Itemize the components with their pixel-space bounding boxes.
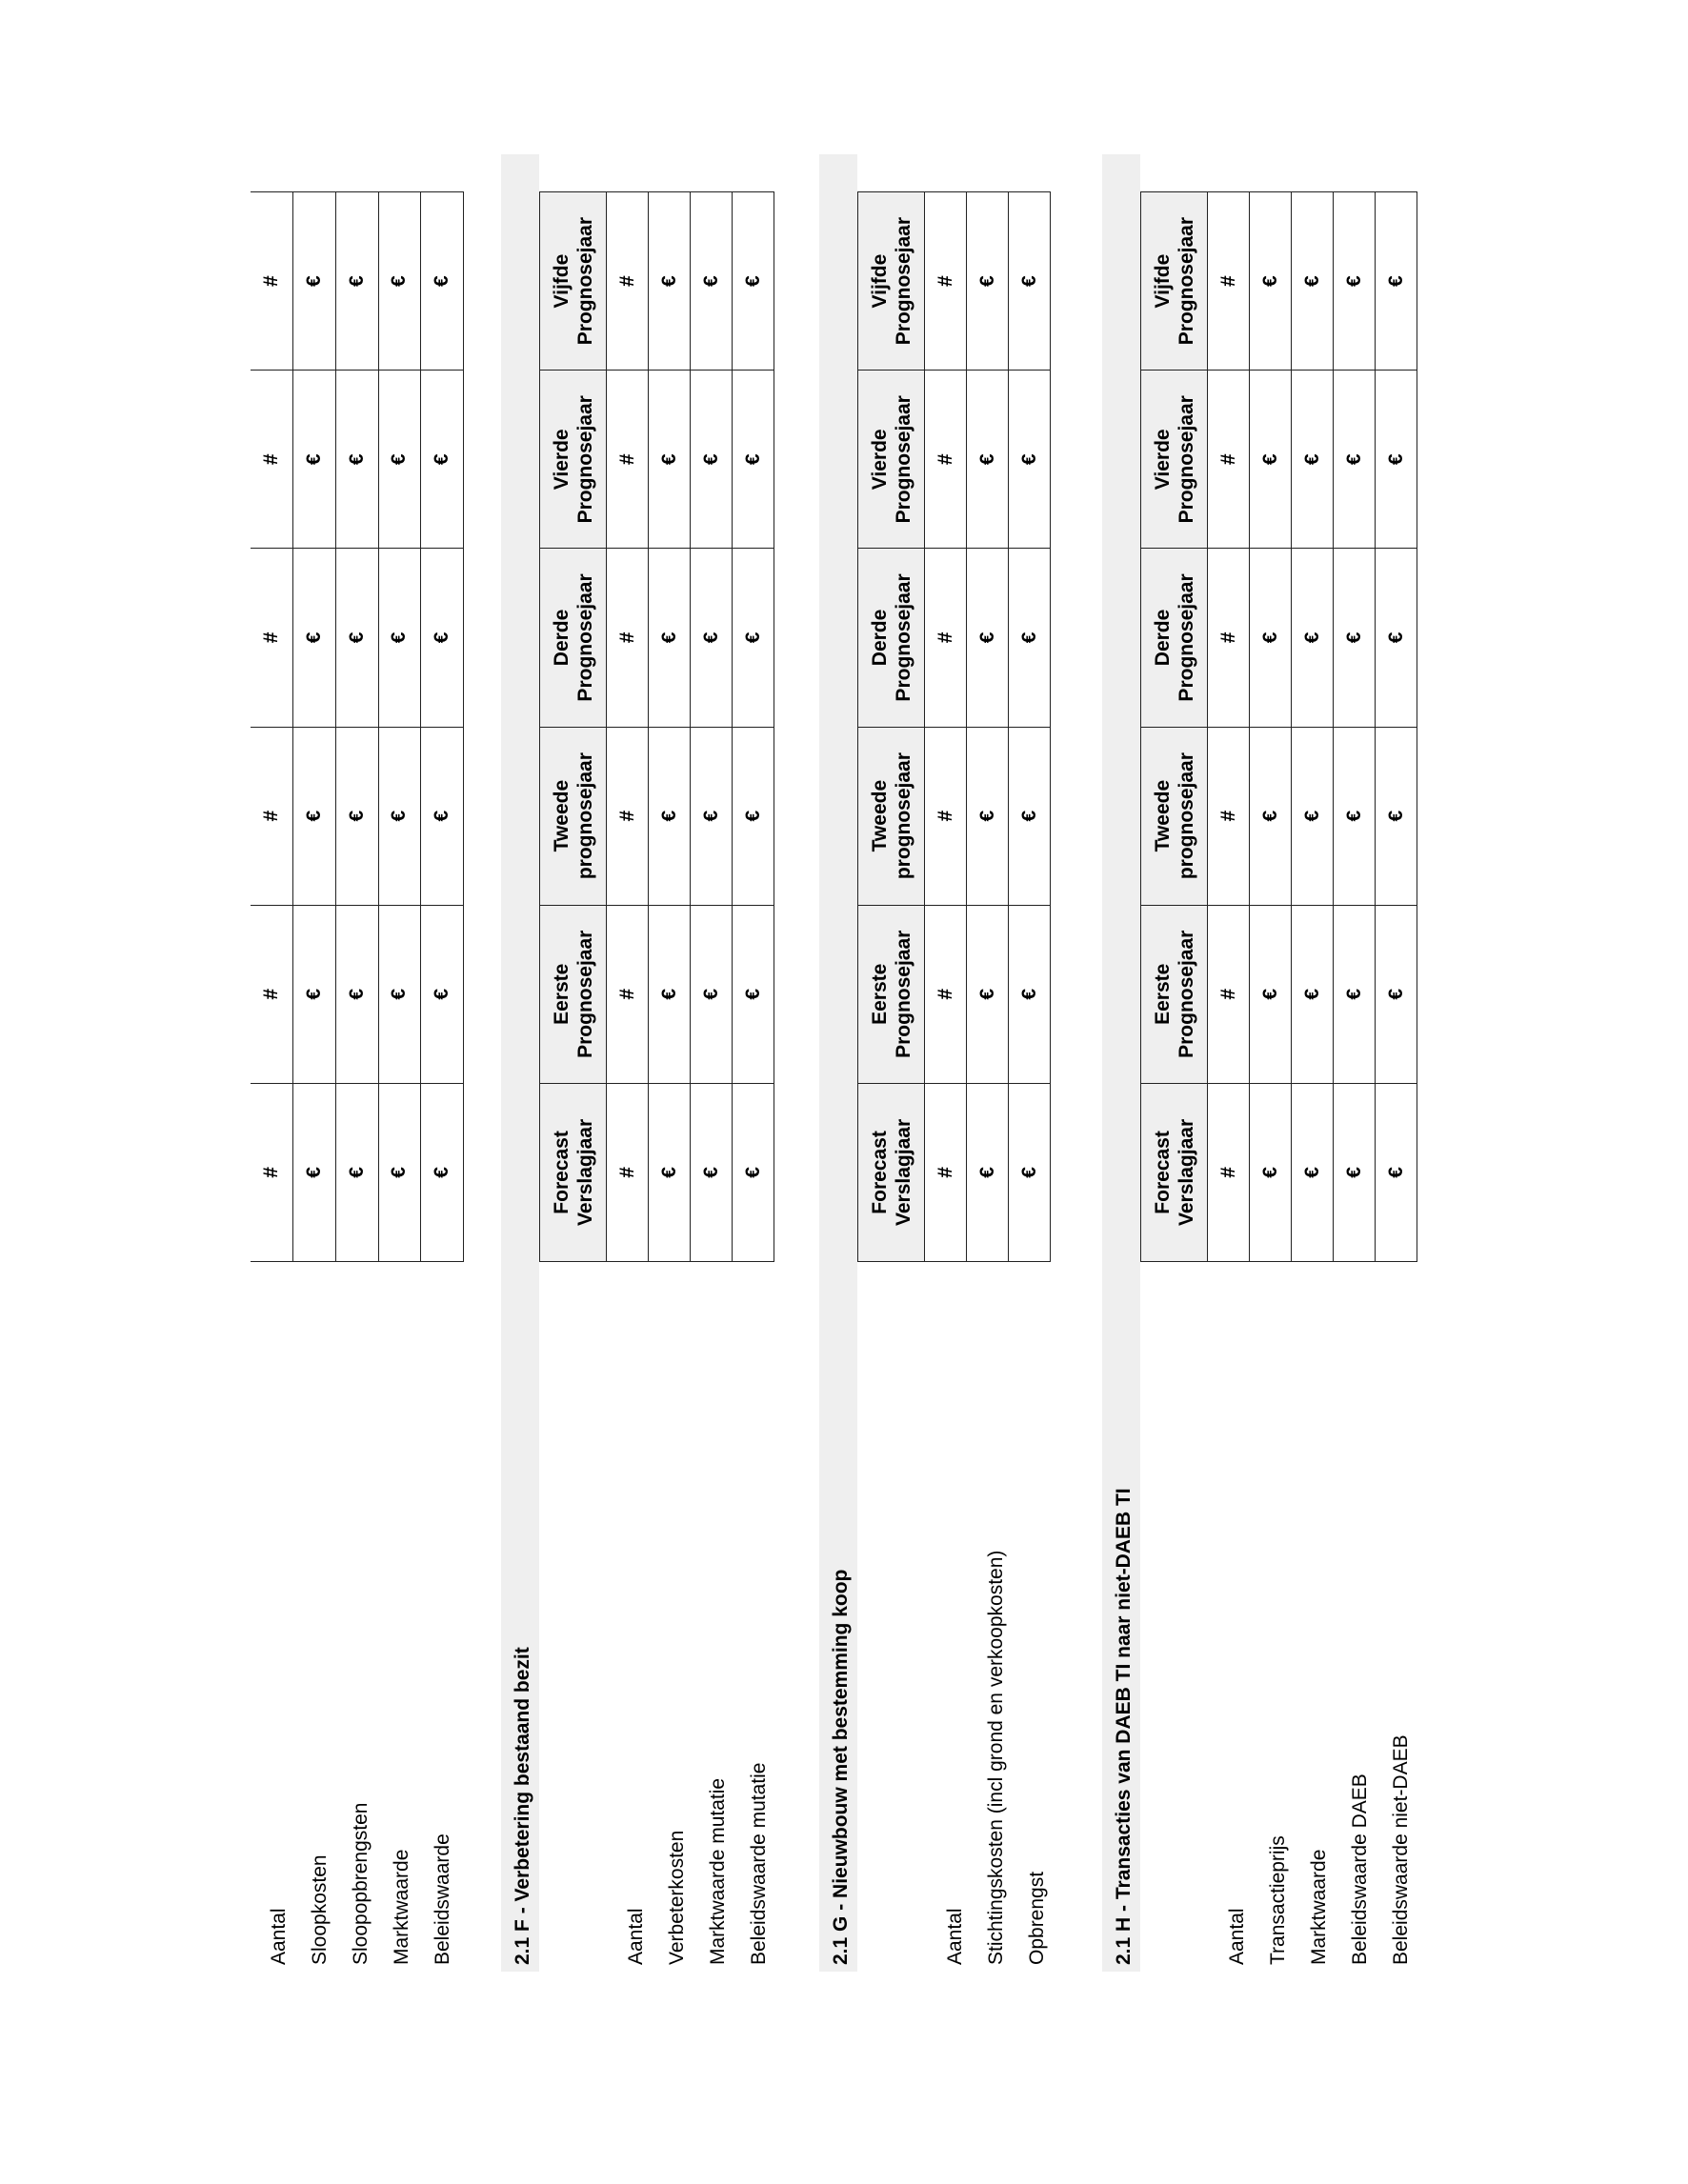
column-header: Vierde Prognosejaar (1141, 371, 1208, 549)
table-cell[interactable]: € (335, 371, 378, 549)
table-cell[interactable]: # (607, 192, 649, 371)
table-cell[interactable]: # (1208, 371, 1250, 549)
row-label-aantal: Aantal (268, 1908, 290, 1965)
table-cell[interactable]: € (1376, 549, 1417, 727)
table-cell[interactable]: € (691, 1083, 733, 1261)
table-cell[interactable]: € (1376, 1083, 1417, 1261)
table-cell[interactable]: € (1376, 727, 1417, 905)
row-label-transactieprijs: Transactieprijs (1267, 1835, 1289, 1965)
row-label-verbeterkosten: Verbeterkosten (666, 1830, 688, 1965)
table-cell[interactable]: € (421, 727, 464, 905)
table-cell[interactable]: € (1292, 1083, 1334, 1261)
table-cell[interactable]: # (251, 727, 293, 905)
column-header: Vierde Prognosejaar (540, 371, 607, 549)
table-cell[interactable]: € (378, 727, 421, 905)
table-cell[interactable]: € (378, 905, 421, 1083)
section-title: 2.1 G - Nieuwbouw met bestemming koop (830, 1569, 852, 1965)
table-cell[interactable]: € (378, 371, 421, 549)
table-cell[interactable]: € (649, 905, 691, 1083)
table-cell[interactable]: € (1376, 371, 1417, 549)
column-header: Forecast Verslagjaar (1141, 1083, 1208, 1261)
row-label-aantal: Aantal (625, 1908, 647, 1965)
table-cell[interactable]: € (1334, 905, 1376, 1083)
table-cell[interactable]: € (1009, 727, 1051, 905)
row-label-aantal: Aantal (1226, 1908, 1248, 1965)
table-cell[interactable]: € (335, 727, 378, 905)
column-header: Eerste Prognosejaar (1141, 905, 1208, 1083)
row-label-aantal: Aantal (944, 1908, 966, 1965)
table-cell[interactable]: € (1292, 549, 1334, 727)
row-label-beleidswaarde: Beleidswaarde (432, 1833, 453, 1965)
table-cell[interactable]: # (925, 371, 967, 549)
table-cell[interactable]: € (691, 371, 733, 549)
column-header: Tweede prognosejaar (858, 727, 925, 905)
table-cell[interactable]: # (925, 727, 967, 905)
section-title: 2.1 H - Transacties van DAEB TI naar niet-DAEB TI (1113, 1488, 1135, 1965)
table-cell[interactable]: € (421, 371, 464, 549)
table-cell[interactable]: # (925, 549, 967, 727)
column-header: Forecast Verslagjaar (540, 1083, 607, 1261)
column-header: Vierde Prognosejaar (858, 371, 925, 549)
table-cell[interactable]: € (421, 549, 464, 727)
table-cell[interactable]: € (1250, 371, 1292, 549)
table-cell[interactable]: € (691, 727, 733, 905)
table-cell[interactable]: # (925, 192, 967, 371)
table-cell[interactable]: € (967, 549, 1009, 727)
table-cell[interactable]: € (733, 1083, 774, 1261)
table-cell[interactable]: € (378, 549, 421, 727)
table-cell[interactable]: € (1376, 905, 1417, 1083)
column-header: Derde Prognosejaar (858, 549, 925, 727)
table-cell[interactable]: € (1250, 549, 1292, 727)
table-cell[interactable]: # (607, 905, 649, 1083)
section-g-table (857, 191, 1051, 1262)
table-cell[interactable]: # (607, 549, 649, 727)
table-cell[interactable]: € (421, 1083, 464, 1261)
table-cell[interactable]: € (1334, 549, 1376, 727)
table-cell[interactable]: € (378, 1083, 421, 1261)
table-cell[interactable]: # (607, 371, 649, 549)
table-cell[interactable]: € (691, 549, 733, 727)
table-cell[interactable]: € (1250, 727, 1292, 905)
section-f-table (539, 191, 774, 1262)
table-cell[interactable]: € (733, 905, 774, 1083)
column-header: Tweede prognosejaar (1141, 727, 1208, 905)
table-cell[interactable]: € (335, 1083, 378, 1261)
table-cell[interactable]: # (925, 1083, 967, 1261)
table-cell[interactable]: € (733, 192, 774, 371)
table-cell[interactable]: € (335, 192, 378, 371)
table-cell[interactable]: € (293, 549, 336, 727)
table-cell[interactable]: € (649, 727, 691, 905)
table-cell[interactable]: € (967, 371, 1009, 549)
section-title: 2.1 F - Verbetering bestaand bezit (512, 1647, 533, 1965)
row-label-marktwaarde: Marktwaarde (1308, 1849, 1330, 1965)
row-label-beleidswaarde-mutatie: Beleidswaarde mutatie (748, 1762, 770, 1965)
table-cell[interactable]: € (733, 549, 774, 727)
table-cell[interactable]: # (1208, 905, 1250, 1083)
table-cell[interactable]: € (1009, 549, 1051, 727)
top-section-table (251, 191, 464, 1262)
section-h-table (1140, 191, 1417, 1262)
table-cell[interactable]: € (967, 192, 1009, 371)
table-cell[interactable]: € (1292, 192, 1334, 371)
table-cell[interactable]: € (1292, 727, 1334, 905)
table-cell[interactable]: € (1009, 371, 1051, 549)
table-cell[interactable]: # (925, 905, 967, 1083)
table-cell[interactable]: # (1208, 192, 1250, 371)
table-cell[interactable]: € (1009, 192, 1051, 371)
column-header: Vijfde Prognosejaar (1141, 192, 1208, 371)
table-cell[interactable]: € (733, 727, 774, 905)
table-cell[interactable]: # (251, 371, 293, 549)
table-cell[interactable]: € (1250, 1083, 1292, 1261)
column-header: Vijfde Prognosejaar (858, 192, 925, 371)
table-cell[interactable]: € (335, 905, 378, 1083)
row-label-stichtingskosten: Stichtingskosten (incl grond en verkoopkosten) (985, 1550, 1007, 1965)
column-header: Vijfde Prognosejaar (540, 192, 607, 371)
table-cell[interactable]: # (607, 1083, 649, 1261)
column-header: Eerste Prognosejaar (540, 905, 607, 1083)
table-cell[interactable]: € (1334, 371, 1376, 549)
table-cell[interactable]: € (1250, 192, 1292, 371)
table-cell[interactable]: € (293, 905, 336, 1083)
table-cell[interactable]: € (691, 905, 733, 1083)
table-cell[interactable]: € (421, 192, 464, 371)
table-cell[interactable]: € (1292, 905, 1334, 1083)
table-cell[interactable]: # (251, 1083, 293, 1261)
table-cell[interactable]: € (649, 371, 691, 549)
table-cell[interactable]: € (1334, 1083, 1376, 1261)
table-cell[interactable]: € (967, 727, 1009, 905)
table-cell[interactable]: € (967, 1083, 1009, 1261)
column-header: Eerste Prognosejaar (858, 905, 925, 1083)
table-cell[interactable]: € (1376, 192, 1417, 371)
table-cell[interactable]: € (378, 192, 421, 371)
row-label-sloopkosten: Sloopkosten (309, 1854, 331, 1965)
table-cell[interactable]: € (1334, 192, 1376, 371)
row-label-marktwaarde-mutatie: Marktwaarde mutatie (707, 1777, 729, 1965)
table-cell[interactable]: € (421, 905, 464, 1083)
column-header: Forecast Verslagjaar (858, 1083, 925, 1261)
table-cell[interactable]: € (967, 905, 1009, 1083)
table-cell[interactable]: € (335, 549, 378, 727)
table-cell[interactable]: # (1208, 727, 1250, 905)
table-cell[interactable]: € (691, 192, 733, 371)
table-cell[interactable]: € (649, 1083, 691, 1261)
column-header: Derde Prognosejaar (1141, 549, 1208, 727)
row-label-beleidswaarde-niet-daeb: Beleidswaarde niet-DAEB (1390, 1734, 1412, 1965)
table-cell[interactable]: € (649, 549, 691, 727)
table-cell[interactable]: € (293, 1083, 336, 1261)
column-header: Derde Prognosejaar (540, 549, 607, 727)
column-header: Tweede prognosejaar (540, 727, 607, 905)
table-cell[interactable]: # (607, 727, 649, 905)
table-cell[interactable]: € (1334, 727, 1376, 905)
row-label-marktwaarde: Marktwaarde (391, 1849, 412, 1965)
table-cell[interactable]: € (1292, 371, 1334, 549)
table-cell[interactable]: € (649, 192, 691, 371)
table-cell[interactable]: € (1009, 905, 1051, 1083)
table-cell[interactable]: € (1009, 1083, 1051, 1261)
table-cell[interactable]: # (1208, 1083, 1250, 1261)
table-cell[interactable]: € (1250, 905, 1292, 1083)
row-label-opbrengst: Opbrengst (1026, 1871, 1048, 1965)
table-cell[interactable]: € (293, 727, 336, 905)
row-label-beleidswaarde-daeb: Beleidswaarde DAEB (1349, 1773, 1371, 1965)
table-cell[interactable]: # (251, 905, 293, 1083)
row-label-sloopopbrengsten: Sloopopbrengsten (350, 1802, 372, 1965)
table-cell[interactable]: € (293, 192, 336, 371)
table-cell[interactable]: € (733, 371, 774, 549)
table-cell[interactable]: # (251, 192, 293, 371)
table-cell[interactable]: # (1208, 549, 1250, 727)
table-cell[interactable]: € (293, 371, 336, 549)
table-cell[interactable]: # (251, 549, 293, 727)
